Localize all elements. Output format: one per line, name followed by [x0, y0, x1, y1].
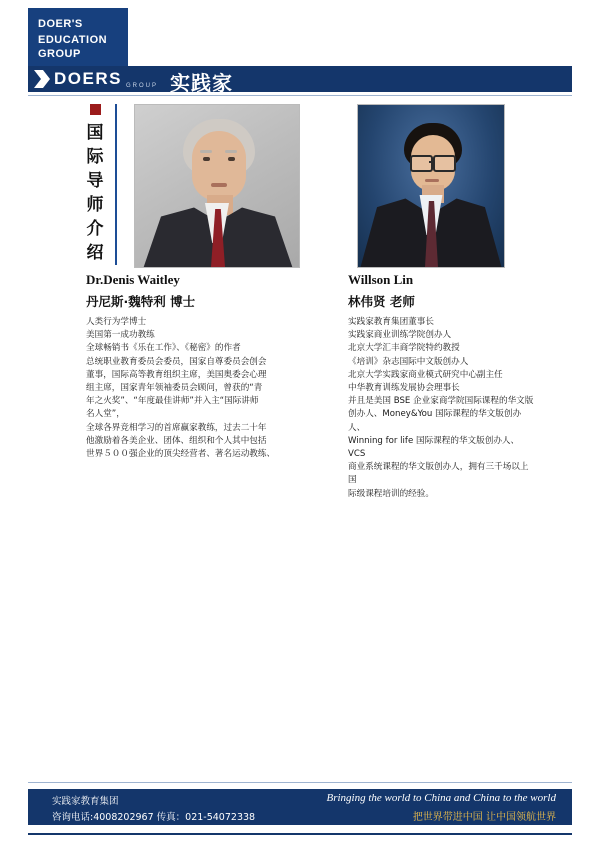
title-char-6: 绍: [86, 243, 104, 263]
bio-line: 北京大学实践家商业模式研究中心副主任: [348, 369, 503, 380]
photo-face: [192, 131, 246, 201]
title-char-2: 际: [86, 147, 104, 167]
title-char-1: 国: [86, 123, 104, 143]
page-footer: [28, 789, 572, 825]
photo-glasses-right: [433, 155, 456, 172]
logo-wordmark: DOERS: [54, 69, 122, 88]
bio-line: 创办人、Money&You 国际课程的华文版创办人、: [348, 409, 522, 433]
bio-line: 实践家教育集团董事长: [348, 317, 434, 327]
bio-line: 总统职业教育委员会委员，国家自尊委员会创会: [86, 356, 267, 367]
title-marker-square: [90, 104, 101, 115]
bio-line: 年之火奖”、“年度最佳讲师”并入主“国际讲师: [86, 396, 259, 407]
profile-name-chinese: 丹尼斯·魏特利 博士: [86, 294, 196, 309]
bio-line: 组主席，国家青年领袖委员会顾问，曾获的“青: [86, 383, 263, 394]
photo-eye-right: [228, 157, 235, 161]
bio-line: 商业系统课程的华文版创办人，拥有三千场以上国: [348, 462, 529, 486]
photo-glasses-left: [410, 155, 433, 172]
photo-mouth: [425, 179, 439, 182]
bio-line: Winning for life 国际课程的华文版创办人、VCS: [348, 435, 520, 460]
bio-line: 董事，国际高等教育组织主席，美国奥委会心理: [86, 369, 267, 380]
profile-bio-lines: [86, 316, 310, 461]
doers-chevron-icon: [34, 70, 50, 88]
title-char-5: 介: [86, 219, 104, 239]
footer-tagline-english: Bringing the world to China and China to the world: [326, 792, 556, 804]
brand-block: [28, 8, 128, 66]
brand-block-line-2: EDUCATION: [38, 34, 108, 46]
footer-contact: 咨询电话:4008202967 传真：021-54072338: [52, 812, 256, 823]
bio-line: 全球畅销书《乐在工作》、《秘密》的作者: [86, 343, 241, 354]
footer-tagline-chinese: 把世界带进中国 让中国领航世界: [412, 812, 556, 823]
footer-divider: [28, 782, 572, 783]
profile-bio-willson-lin: [348, 272, 536, 501]
header-divider: [28, 95, 572, 96]
page-header: [0, 0, 600, 95]
bio-line: 实践家商业训练学院创办人: [348, 330, 452, 341]
brand-block-line-3: GROUP: [38, 48, 81, 60]
bio-line: 美国第一成功教练: [86, 330, 155, 341]
photo-brow-right: [225, 150, 237, 153]
photo-mouth: [211, 183, 227, 187]
bio-line: 人类行为学博士: [86, 317, 147, 327]
profile-name-english: Willson Lin: [348, 272, 414, 287]
bio-line: 名人堂”，: [86, 409, 125, 420]
bio-line: 《培训》杂志国际中文版创办人: [348, 356, 469, 367]
profile-photo-willson-lin: [357, 104, 505, 268]
bio-line: 全球各界竞相学习的首席赢家教练，过去二十年: [86, 422, 267, 433]
bio-line: 世界５００强企业的顶尖经营者、著名运动教练、: [86, 449, 276, 460]
bio-line: 并且是美国 BSE 企业家商学院国际课程的华文版: [348, 396, 534, 407]
profile-name-chinese: 林伟贤 老师: [348, 294, 415, 309]
profile-name-english: Dr.Denis Waitley: [86, 272, 180, 287]
logo-subtext: GROUP: [126, 83, 159, 89]
title-char-4: 师: [86, 195, 104, 215]
brand-block-line-1: DOER'S: [38, 18, 83, 30]
photo-brow-left: [200, 150, 212, 153]
bio-line: 他激励着各美企业、团体、组织和个人其中包括: [86, 435, 267, 446]
logo-chinese-name: 实践家: [170, 71, 233, 95]
profile-photo-denis-waitley: [134, 104, 300, 268]
bio-line: 际级课程培训的经验。: [348, 488, 434, 499]
section-title-vertical: [78, 104, 117, 265]
profile-bio-lines: [348, 316, 536, 501]
bio-line: 北京大学汇丰商学院特约教授: [348, 343, 460, 354]
bio-line: 中华教育训练发展协会理事长: [348, 383, 460, 394]
title-char-3: 导: [86, 171, 104, 191]
profile-bio-denis-waitley: [86, 272, 310, 461]
photo-eye-left: [203, 157, 210, 161]
photo-glasses-bridge: [429, 161, 435, 163]
footer-company-name: 实践家教育集团: [52, 796, 119, 807]
logo-bar: [28, 66, 572, 95]
footer-bottom-rule: [28, 833, 572, 835]
